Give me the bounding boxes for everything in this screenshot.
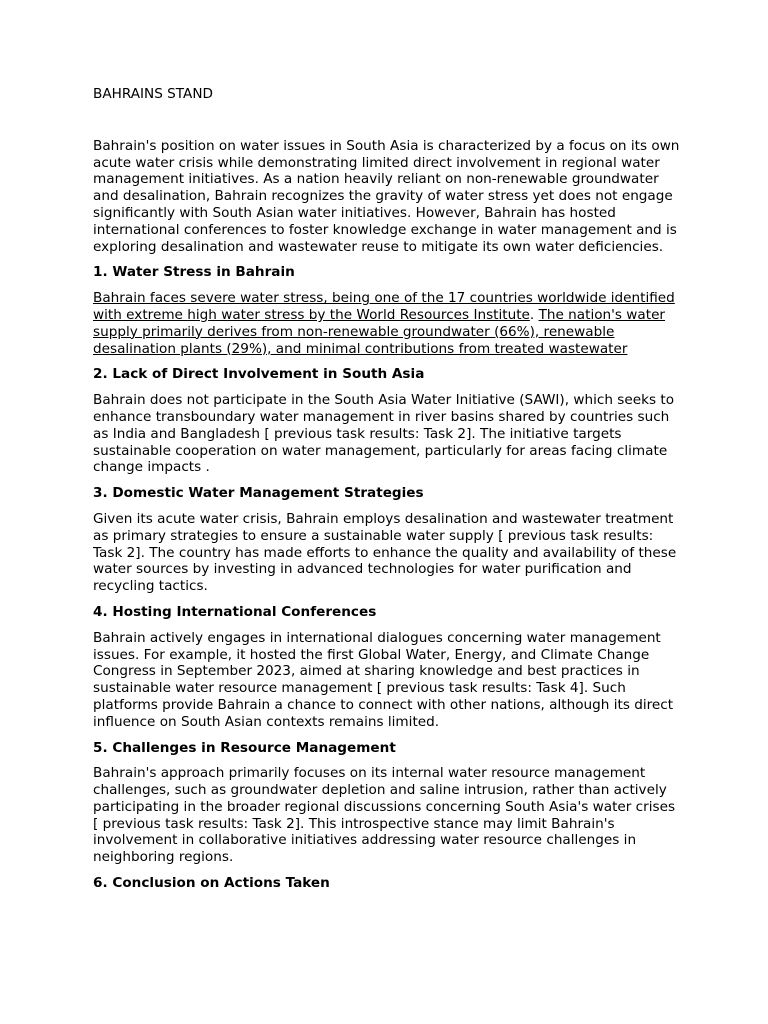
link-water-supply-source[interactable]: The nation's water supply primarily derives from non-renewable groundwater (66%), renewable desalination plants (29%), and minimal contributions from treated wastewater bbox=[93, 306, 666, 357]
section-body-domestic-strategies: Given its acute water crisis, Bahrain employs desalination and wastewater treatment as primary strategies to ensure a sustainable water supply [ previous task results: Task 2]. The country has made efforts to enhance the quality and availability of these water sources by investing in advanced technologies for water purification and recycling tactics. bbox=[93, 510, 677, 595]
intro-paragraph: Bahrain's position on water issues in South Asia is characterized by a focus on its own acute water crisis while demonstrating limited direct involvement in regional water management initiatives. As a nation heavily reliant on non-renewable groundwater and desalination, Bahrain recognizes the gravity of water stress yet does not engage significantly with South Asian water initiatives. However, Bahrain has hosted international conferences to foster knowledge exchange in water management and is exploring desalination and wastewater reuse to mitigate its own water deficiencies. bbox=[93, 137, 680, 255]
section-heading-challenges: 5. Challenges in Resource Management bbox=[93, 739, 396, 756]
section-heading-conferences: 4. Hosting International Conferences bbox=[93, 603, 377, 620]
section-heading-water-stress: 1. Water Stress in Bahrain bbox=[93, 264, 295, 281]
section-body-conferences: Bahrain actively engages in international dialogues concerning water management issues. For example, it hosted the first Global Water, Energy, and Climate Change Congress in September 2023, aimed at sharing knowledge and best practices in sustainable water resource management [ previous task results: Task 4]. Such platforms provide Bahrain a chance to connect with other nations, although its direct influence on South Asian contexts remains limited. bbox=[93, 629, 674, 730]
section-heading-domestic-strategies: 3. Domestic Water Management Strategies bbox=[93, 485, 424, 502]
section-body-challenges: Bahrain's approach primarily focuses on its internal water resource management challenges, such as groundwater depletion and saline intrusion, rather than actively participating in the broader regional discussions concerning South Asia's water crises [ previous task results: Task 2]. This introspective stance may limit Bahrain's involvement in collaborative initiatives addressing water resource challenges in neighboring regions. bbox=[93, 765, 676, 866]
link-separator: . bbox=[529, 306, 539, 323]
section-body-water-stress bbox=[93, 290, 683, 357]
document-title: BAHRAINS STAND bbox=[93, 86, 213, 102]
link-water-stress-source[interactable]: Bahrain faces severe water stress, being one of the 17 countries worldwide identified with extreme high water stress by the World Resources Institute bbox=[93, 290, 675, 323]
section-body-lack-involvement: Bahrain does not participate in the South Asia Water Initiative (SAWI), which seeks to enhance transboundary water management in river basins shared by countries such as India and Bangladesh [ previous task results: Task 2]. The initiative targets sustainable cooperation on water management, particularly for areas facing climate change impacts . bbox=[93, 392, 675, 476]
section-heading-lack-involvement: 2. Lack of Direct Involvement in South Asia bbox=[93, 366, 425, 383]
document-page bbox=[93, 86, 683, 901]
section-heading-conclusion: 6. Conclusion on Actions Taken bbox=[93, 875, 330, 892]
